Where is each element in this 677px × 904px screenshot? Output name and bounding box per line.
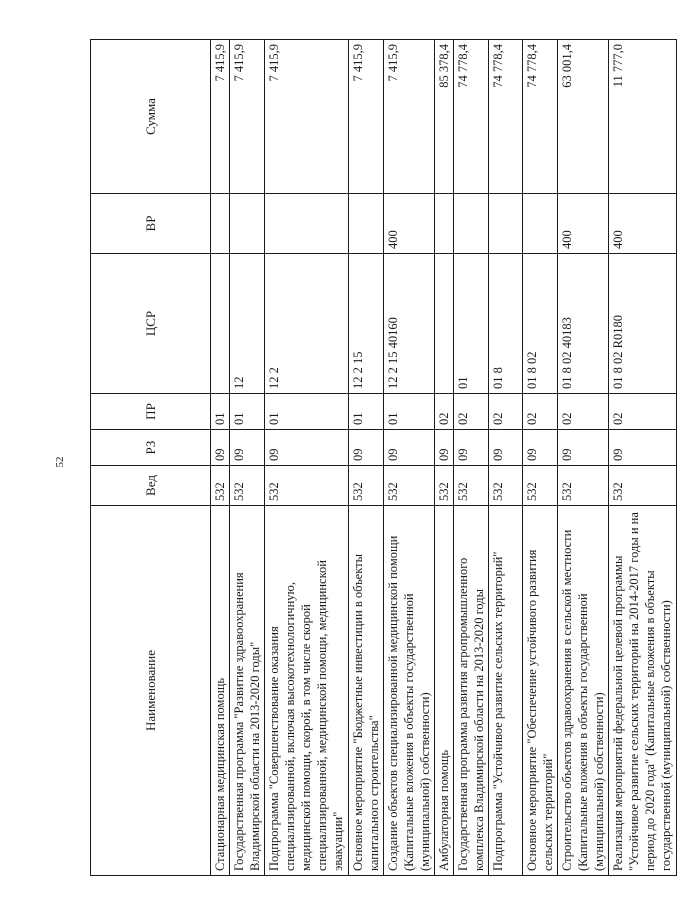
cell-pr: 02 (489, 394, 523, 430)
header-vr: ВР (91, 194, 211, 254)
cell-name: Реализация мероприятий федеральной целевой программы "Устойчивое развитие сельских территорий на 2014-2017 годы и на период до 2020 года" (Капитальные вложения в объекты государственной (муниципальной) собственности) (609, 506, 677, 876)
cell-sum: 85 378,4 (435, 40, 454, 194)
cell-csr (435, 254, 454, 394)
cell-ved: 532 (454, 466, 489, 506)
cell-ved: 532 (489, 466, 523, 506)
cell-pr: 02 (523, 394, 558, 430)
cell-rz: 09 (609, 430, 677, 466)
cell-vr (230, 194, 265, 254)
cell-name: Подпрограмма "Устойчивое развитие сельских территорий" (489, 506, 523, 876)
cell-sum: 74 778,4 (454, 40, 489, 194)
cell-csr: 12 2 15 (349, 254, 384, 394)
header-csr: ЦСР (91, 254, 211, 394)
cell-name: Создание объектов специализированной медицинской помощи (Капитальные вложения в объекты государственной (муниципальной) собственности) (384, 506, 435, 876)
cell-csr: 01 8 02 40183 (558, 254, 609, 394)
cell-rz: 09 (230, 430, 265, 466)
table-row (384, 40, 435, 876)
cell-csr: 12 (230, 254, 265, 394)
cell-csr (211, 254, 230, 394)
cell-sum: 74 778,4 (489, 40, 523, 194)
cell-pr: 02 (558, 394, 609, 430)
budget-table (90, 39, 677, 876)
table-row (230, 40, 265, 876)
cell-sum: 7 415,9 (230, 40, 265, 194)
cell-rz: 09 (265, 430, 349, 466)
cell-sum: 11 777,0 (609, 40, 677, 194)
cell-csr: 01 8 02 R0180 (609, 254, 677, 394)
cell-ved: 532 (523, 466, 558, 506)
cell-rz: 09 (384, 430, 435, 466)
cell-rz: 09 (558, 430, 609, 466)
cell-ved: 532 (384, 466, 435, 506)
cell-csr: 01 8 02 (523, 254, 558, 394)
header-pr: ПР (91, 394, 211, 430)
cell-pr: 01 (265, 394, 349, 430)
cell-ved: 532 (558, 466, 609, 506)
cell-vr (211, 194, 230, 254)
cell-pr: 02 (609, 394, 677, 430)
cell-rz: 09 (435, 430, 454, 466)
cell-sum: 63 001,4 (558, 40, 609, 194)
cell-pr: 02 (435, 394, 454, 430)
cell-pr: 01 (384, 394, 435, 430)
cell-name: Основное мероприятие "Бюджетные инвестиции в объекты капитального строительства" (349, 506, 384, 876)
cell-name: Основное мероприятие "Обеспечение устойчивого развития сельских территорий" (523, 506, 558, 876)
table-row (454, 40, 489, 876)
cell-vr: 400 (384, 194, 435, 254)
cell-vr: 400 (558, 194, 609, 254)
header-name: Наименование (91, 506, 211, 876)
cell-sum: 7 415,9 (384, 40, 435, 194)
header-sum: Сумма (91, 40, 211, 194)
cell-rz: 09 (211, 430, 230, 466)
cell-ved: 532 (609, 466, 677, 506)
cell-vr (349, 194, 384, 254)
table-row (523, 40, 558, 876)
cell-csr: 12 2 (265, 254, 349, 394)
cell-name: Амбулаторная помощь (435, 506, 454, 876)
cell-sum: 7 415,9 (265, 40, 349, 194)
cell-vr (454, 194, 489, 254)
rotated-table-frame (90, 40, 673, 876)
cell-csr: 12 2 15 40160 (384, 254, 435, 394)
cell-rz: 09 (523, 430, 558, 466)
cell-sum: 7 415,9 (349, 40, 384, 194)
cell-ved: 532 (435, 466, 454, 506)
table-row (435, 40, 454, 876)
cell-csr: 01 8 (489, 254, 523, 394)
cell-ved: 532 (349, 466, 384, 506)
cell-name: Строительство объектов здравоохранения в сельской местности (Капитальные вложения в объекты государственной (муниципальной) собственности) (558, 506, 609, 876)
header-ved: Вед (91, 466, 211, 506)
cell-ved: 532 (230, 466, 265, 506)
cell-pr: 02 (454, 394, 489, 430)
budget-table-container (90, 40, 673, 876)
cell-sum: 74 778,4 (523, 40, 558, 194)
table-row (489, 40, 523, 876)
cell-vr (523, 194, 558, 254)
cell-vr (435, 194, 454, 254)
page-number: 52 (54, 456, 66, 468)
table-row (609, 40, 677, 876)
header-rz: РЗ (91, 430, 211, 466)
table-row (349, 40, 384, 876)
table-row (265, 40, 349, 876)
cell-name: Стационарная медицинская помощь (211, 506, 230, 876)
table-row (558, 40, 609, 876)
cell-ved: 532 (211, 466, 230, 506)
cell-vr: 400 (609, 194, 677, 254)
cell-sum: 7 415,9 (211, 40, 230, 194)
cell-rz: 09 (454, 430, 489, 466)
table-header-row (91, 40, 211, 876)
cell-ved: 532 (265, 466, 349, 506)
cell-name: Государственная программа развития агропромышленного комплекса Владимирской области на 2013-2020 годы (454, 506, 489, 876)
cell-pr: 01 (211, 394, 230, 430)
cell-vr (489, 194, 523, 254)
cell-name: Подпрограмма "Совершенствование оказания специализированной, включая высокотехнологичную, медицинской помощи, скорой, в том числе скорой специализированной, медицинской помощи, медицинской эвакуации" (265, 506, 349, 876)
cell-rz: 09 (489, 430, 523, 466)
cell-pr: 01 (349, 394, 384, 430)
cell-csr: 01 (454, 254, 489, 394)
table-row (211, 40, 230, 876)
cell-pr: 01 (230, 394, 265, 430)
cell-vr (265, 194, 349, 254)
cell-rz: 09 (349, 430, 384, 466)
cell-name: Государственная программа "Развитие здравоохранения Владимирской области на 2013-2020 годы" (230, 506, 265, 876)
